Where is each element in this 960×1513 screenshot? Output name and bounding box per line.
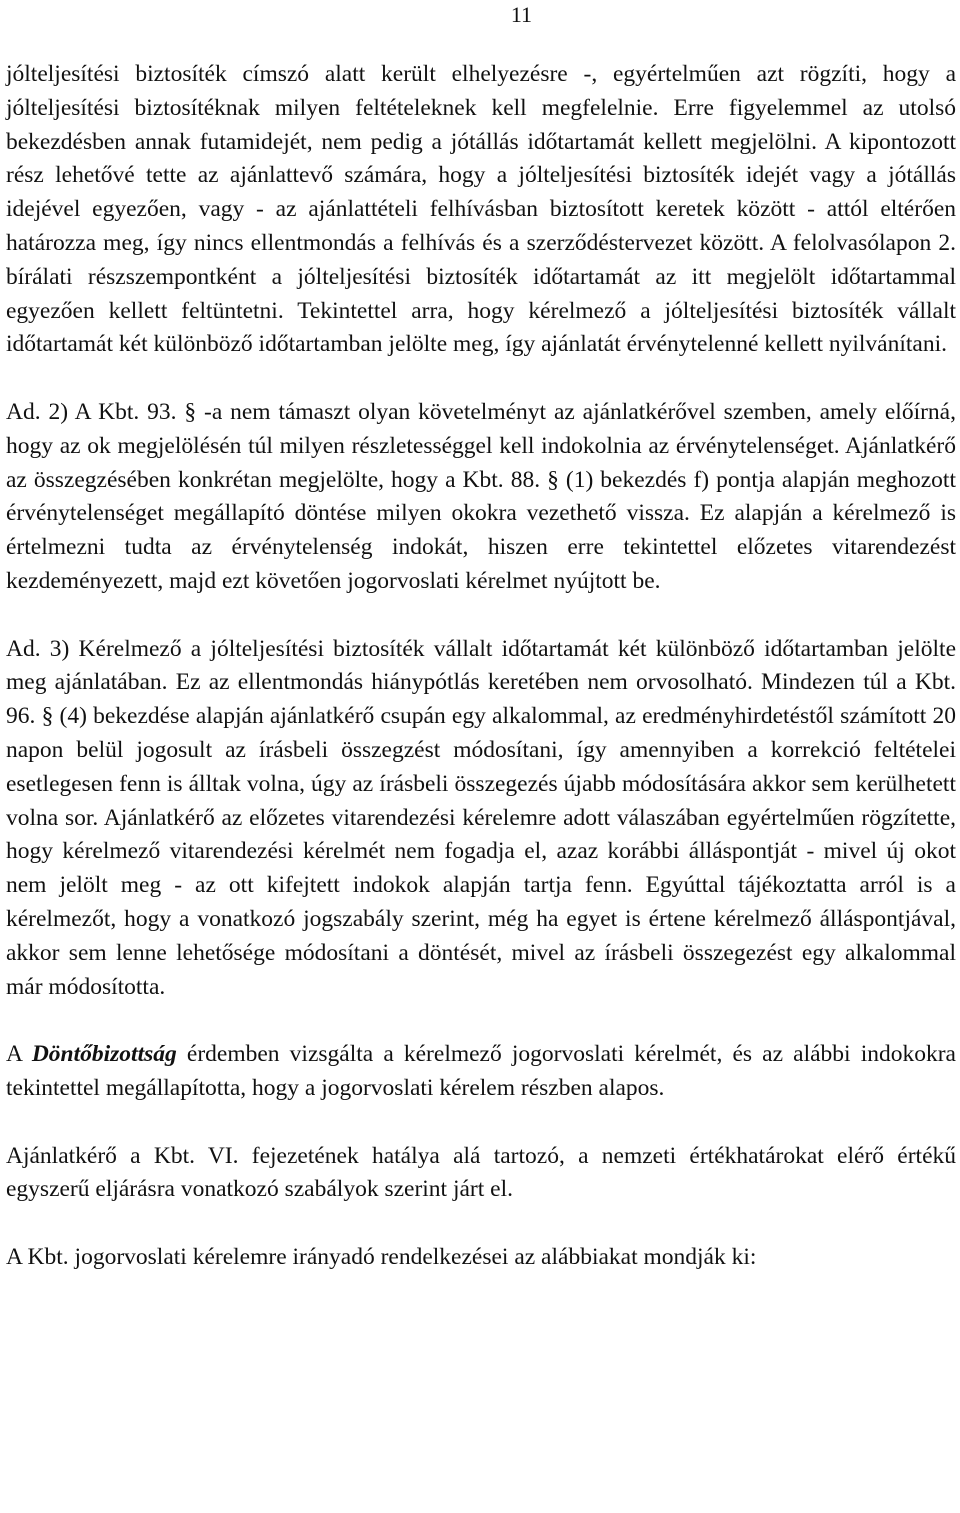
paragraph-dontobizottsag-rest: érdemben vizsgálta a kérelmező jogorvoslati kérelmét, és az alábbi indokokra tekintettel megállapította, hogy a jogorvoslati kérelem részben alapos.: [6, 1041, 956, 1101]
document-body: [6, 58, 956, 1275]
paragraph-jolteljesitesi-biztositek: jólteljesítési biztosíték címszó alatt került elhelyezésre -, egyértelműen azt rögzíti, hogy a jólteljesítési biztosítéknak milyen feltételeknek kell megfelelnie. Erre figyelemmel az utolsó bekezdésben annak futamidejét, nem pedig a jótállás időtartamát kellett megjelölni. A kipontozott rész lehetővé tette az ajánlattevő számára, hogy a jólteljesítési biztosíték idejét vagy a jótállás idejével egyezően, vagy - az ajánlattételi felhívásban biztosított keretek között - attól eltérően határozza meg, így nincs ellentmondás a felhívás és a szerződéstervezet között. A felolvasólapon 2. bírálati részszempontként a jólteljesítési biztosíték időtartamát az itt megjelölt időtartammal egyezően kellett feltüntetni. Tekintettel arra, hogy kérelmező a jólteljesítési biztosíték vállalt időtartamát két különböző időtartamban jelölte meg, így ajánlatát érvénytelenné kellett nyilvánítani.: [6, 61, 956, 358]
paragraph-ad-2: Ad. 2) A Kbt. 93. § -a nem támaszt olyan követelményt az ajánlatkérővel szemben, amely előírná, hogy az ok megjelölésén túl milyen részletességgel kell indokolnia az érvénytelenséget. Ajánlatkérő az összegzésében konkrétan megjelölte, hogy a Kbt. 88. § (1) bekezdés f) pontja alapján meghozott érvénytelenséget megállapító döntése milyen okokra vezethető vissza. Ez alapján a kérelmező is értelmezni tudta az érvénytelenség indokát, hiszen erre tekintettel előzetes vitarendezést kezdeményezett, majd ezt követően jogorvoslati kérelmet nyújtott be.: [6, 398, 956, 594]
paragraph-dontobizottsag-prefix: A: [6, 1041, 32, 1068]
paragraph-ad-3: Ad. 3) Kérelmező a jólteljesítési biztosíték vállalt időtartamát két különböző időtartamban jelölte meg ajánlatában. Ez az ellentmondás hiánypótlás keretében nem orvosolható. Mindezen túl a Kbt. 96. § (4) bekezdése alapján ajánlatkérő csupán egy alkalommal, az eredményhirdetéstől számított 20 napon belül jogosult az írásbeli összegzést módosítani, így amennyiben a korrekció feltételei esetlegesen fenn is álltak volna, úgy az írásbeli összegezés újabb módosítására akkor sem kerülhetett volna sor. Ajánlatkérő az előzetes vitarendezési kérelemre adott válaszában egyértelműen rögzítette, hogy kérelmező vitarendezési kérelmét nem fogadja el, azaz korábbi álláspontját - mivel új okot nem jelölt meg - az ott kifejtett indokok alapján tartja fenn. Egyúttal tájékoztatta arról is a kérelmezőt, hogy a vonatkozó jogszabály szerint, még ha egyet is értene kérelmező álláspontjával, akkor sem lenne lehetősége módosítani a döntését, mivel az írásbeli összegezést egy alkalommal már módosította.: [6, 635, 956, 1000]
paragraph-ajanlatkero-eljaras: Ajánlatkérő a Kbt. VI. fejezetének hatálya alá tartozó, a nemzeti értékhatárokat elérő értékű egyszerű eljárásra vonatkozó szabályok szerint járt el.: [6, 1142, 956, 1203]
paragraph-dontobizottsag: [6, 1038, 956, 1106]
dontobizottsag-emphasis: Döntőbizottság: [31, 1041, 177, 1068]
page-number: 11: [510, 2, 532, 27]
paragraph-kbt-jogorvoslat: A Kbt. jogorvoslati kérelemre irányadó rendelkezései az alábbiakat mondják ki:: [6, 1243, 757, 1270]
